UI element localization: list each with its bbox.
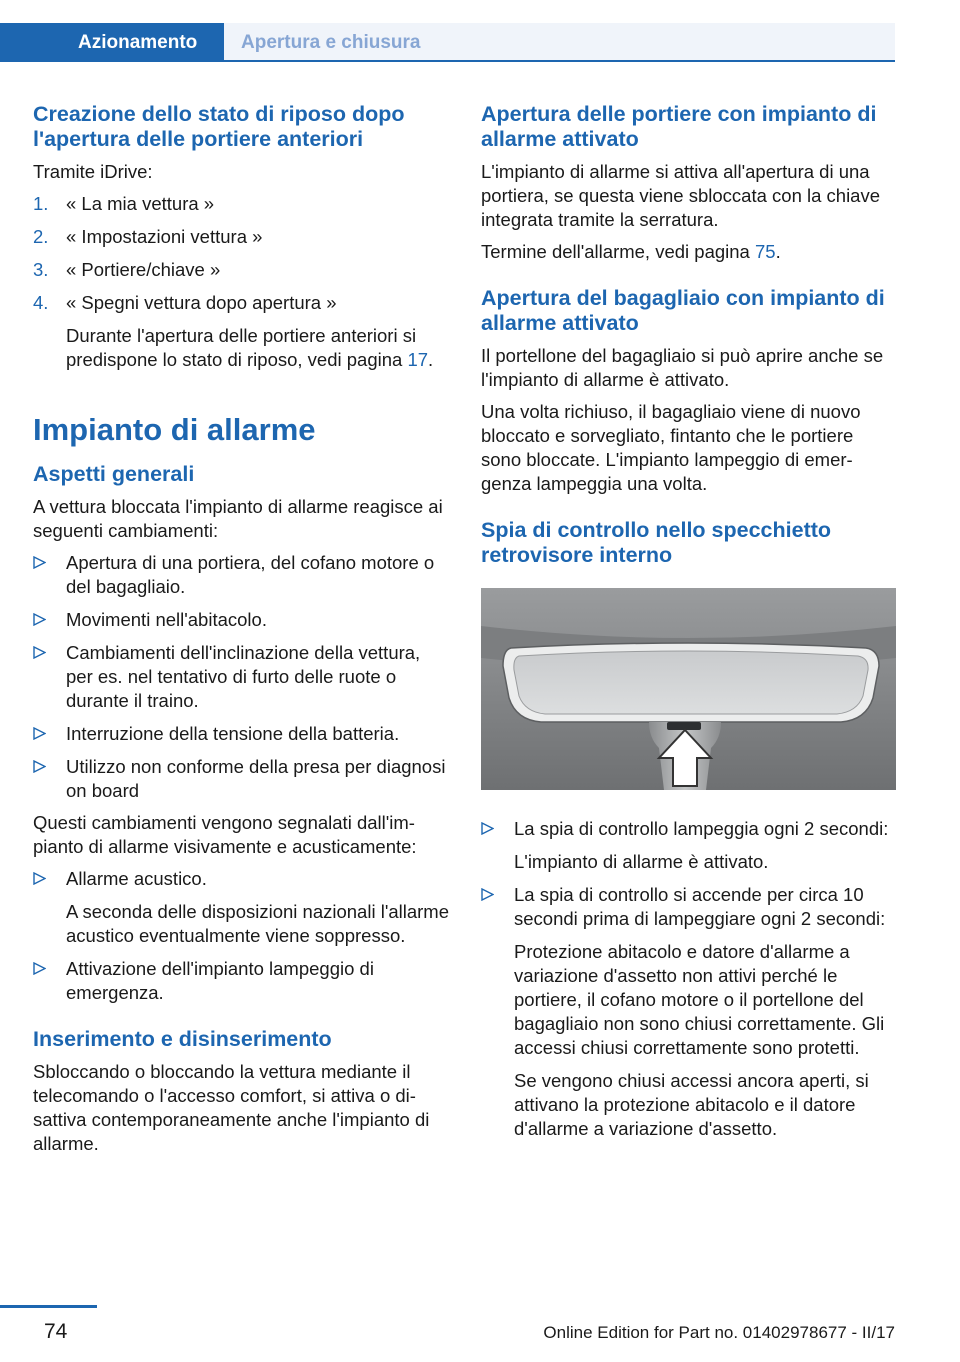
tab-apertura-chiusura[interactable]: Apertura e chiusura	[224, 23, 895, 60]
list-item: Allarme acustico. A seconda delle disposizioni nazionali l'allarme acustico eventualmente viene soppresso.	[33, 867, 451, 948]
body-text: L'impianto di allarme si attiva all'apertura di una portiera, se questa viene sbloccata con la chiave integrata tramite la serratura.	[481, 161, 881, 230]
triangle-bullet-icon	[33, 613, 46, 626]
list-item: La spia di controllo lampeggia ogni 2 secondi: L'impianto di allarme è attivato.	[481, 817, 896, 874]
intro-text: Tramite iDrive:	[33, 161, 153, 182]
list-item: Apertura di una portiera, del cofano motore o del bagagliaio.	[33, 551, 451, 599]
indicator-list	[481, 817, 896, 1141]
page-link-75[interactable]: 75	[754, 241, 776, 262]
list-item: Movimenti nell'abitacolo.	[33, 608, 451, 632]
body-text: Il portellone del bagagliaio si può aprire anche se l'impianto di allarme è attivato.	[481, 345, 884, 390]
left-column	[33, 102, 451, 1164]
list-item: 2. « Impostazioni vettura »	[33, 226, 263, 247]
changes-list	[33, 551, 451, 803]
idrive-steps	[33, 192, 451, 372]
list-item: La spia di controllo si accende per circa 10 secondi prima di lampeggiare ogni 2 secondi: Protezione abitacolo e datore d'allarme a variazione d'assetto non attivi perché le portiere, il cofano motore o il portellone del bagagliaio non sono chiusi correttamente. Gli accessi chiusi correttamente sono protetti. Se vengono chiusi accessi ancora aperti, si attivano la protezione abitacolo e il datore d'allarme a variazione d'assetto.	[481, 883, 896, 1141]
triangle-bullet-icon	[33, 727, 46, 740]
section-title-aspetti: Aspetti generali	[33, 462, 195, 486]
body-text: A vettura bloccata l'impianto di allarme reagisce ai seguenti cambiamenti:	[33, 496, 443, 541]
body-text: Sbloccando o bloccando la vettura mediante il telecomando o l'accesso comfort, si attiva o disattiva contemporaneamente anche l'impianto di allarme.	[33, 1061, 430, 1154]
page-link-17[interactable]: 17	[407, 349, 429, 370]
rearview-mirror-illustration	[481, 588, 896, 790]
header-rule	[0, 60, 895, 62]
body-text: Questi cambiamenti vengono segnalati dall'impianto di allarme visivamente e acusticamente:	[33, 812, 417, 857]
list-item: Cambiamenti dell'inclinazione della vettura, per es. nel tentativo di furto delle ruote o durante il traino.	[33, 641, 451, 713]
section-title-bagagliaio: Apertura del bagagliaio con impianto di allarme attivato	[481, 286, 885, 335]
list-item: 3. « Portiere/chiave »	[33, 259, 221, 280]
triangle-bullet-icon	[33, 760, 46, 773]
list-item: 4. « Spegni vettura dopo apertura » Durante l'apertura delle portiere anteriori si predispone lo stato di riposo, vedi pagina 17.	[33, 292, 434, 370]
triangle-bullet-icon	[33, 962, 46, 975]
triangle-bullet-icon	[481, 888, 494, 901]
edition-note: Online Edition for Part no. 01402978677 - II/17	[543, 1323, 895, 1342]
chapter-title: Impianto di allarme	[33, 412, 316, 447]
right-column	[481, 102, 896, 1150]
section-title-inserimento: Inserimento e disinserimento	[33, 1027, 332, 1051]
body-text: Termine dell'allarme, vedi pagina 75.	[481, 241, 781, 262]
triangle-bullet-icon	[33, 556, 46, 569]
footer-rule	[0, 1305, 97, 1308]
triangle-bullet-icon	[33, 872, 46, 885]
alarm-signals-list	[33, 867, 451, 1005]
triangle-bullet-icon	[481, 822, 494, 835]
body-text: Una volta richiuso, il bagagliaio viene di nuovo bloccato e sorvegliato, fintanto che le portiere sono bloccate. L'impianto lampeggio di emergenza lampeggia una volta.	[481, 401, 861, 494]
list-item: Attivazione dell'impianto lampeggio di emergenza.	[33, 957, 451, 1005]
triangle-bullet-icon	[33, 646, 46, 659]
list-item: 1. « La mia vettura »	[33, 193, 215, 214]
section-title-riposo: Creazione dello stato di riposo dopo l'apertura delle portiere anteriori	[33, 102, 405, 151]
tab-azionamento[interactable]: Azionamento	[0, 23, 224, 62]
list-item: Interruzione della tensione della batteria.	[33, 722, 451, 746]
list-item: Utilizzo non conforme della presa per diagnosi on board	[33, 755, 451, 803]
section-title-portiere-allarme: Apertura delle portiere con impianto di allarme attivato	[481, 102, 877, 151]
page-number: 74	[44, 1320, 68, 1343]
section-title-spia: Spia di controllo nello specchietto retrovisore interno	[481, 518, 832, 567]
